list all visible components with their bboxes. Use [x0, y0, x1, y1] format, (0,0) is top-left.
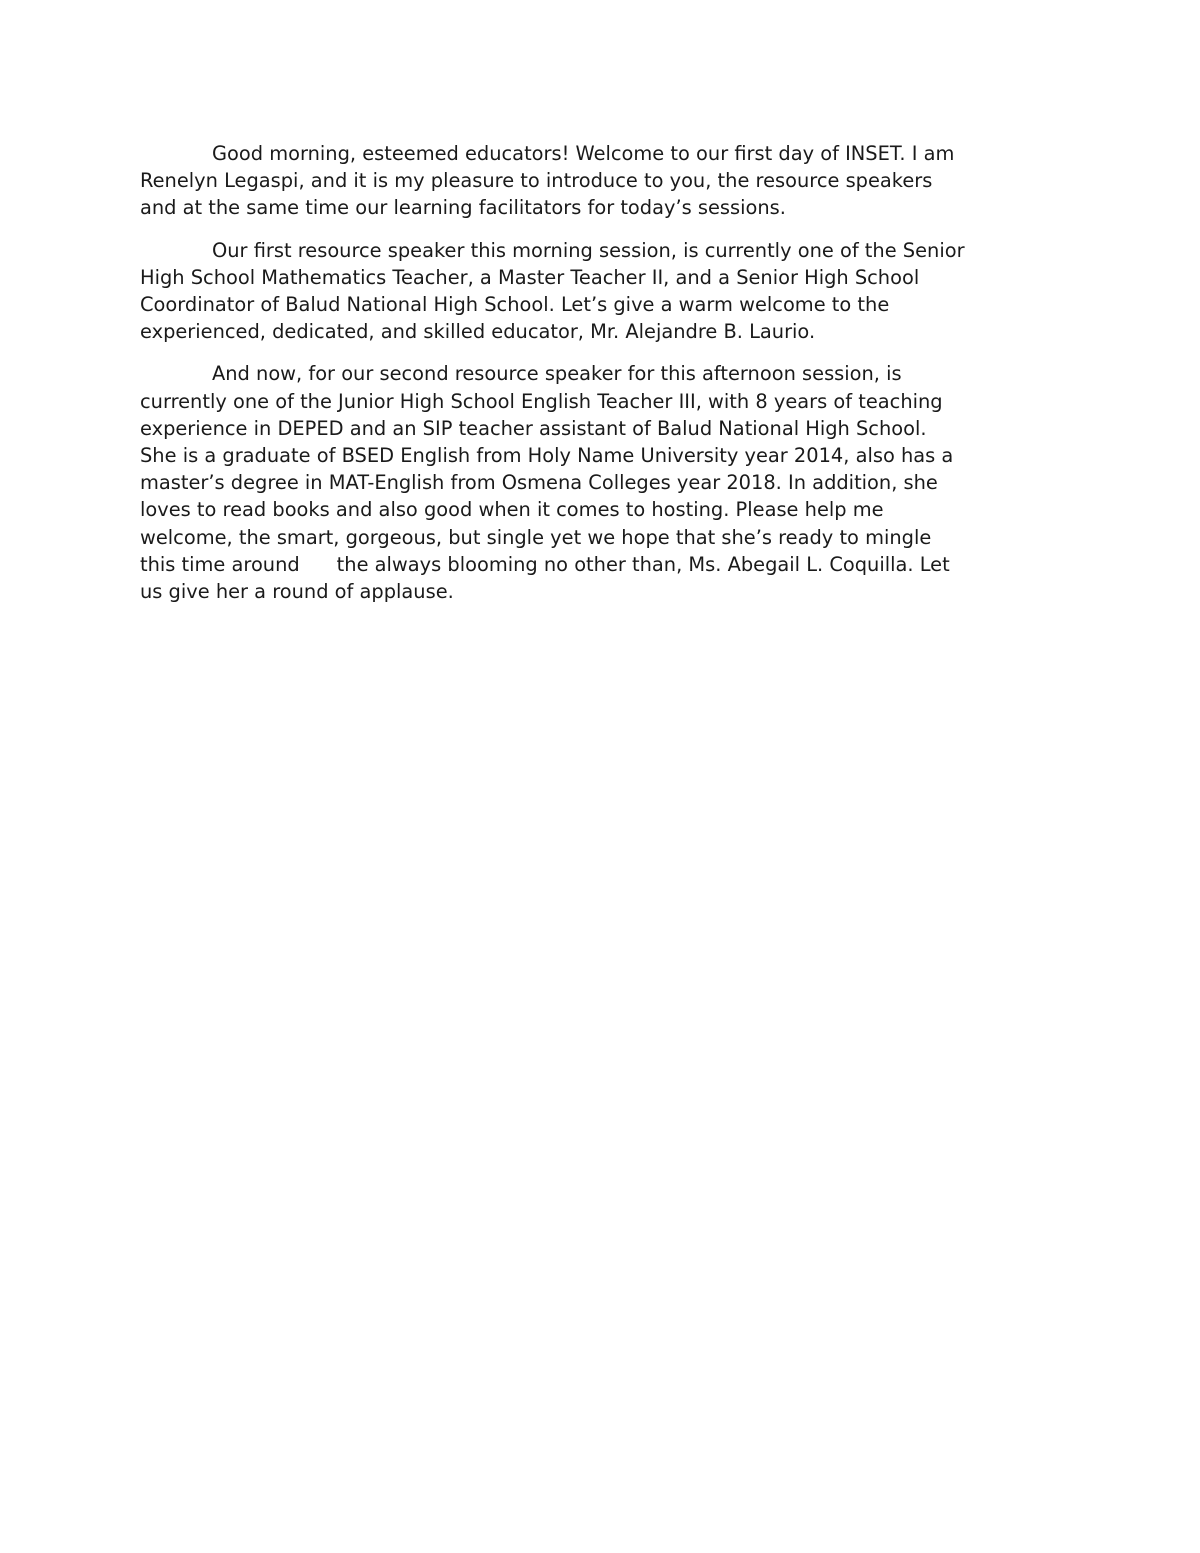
text-line: us give her a round of applause. — [140, 580, 454, 604]
text-line: She is a graduate of BSED English from Holy Name University year 2014, also has a — [140, 444, 954, 468]
text-line: and at the same time our learning facilitators for today’s sessions. — [140, 196, 786, 220]
text-line: this time around the always blooming no other than, Ms. Abegail L. Coquilla. Let — [140, 552, 950, 576]
text-line: High School Mathematics Teacher, a Master Teacher II, and a Senior High School — [140, 265, 920, 289]
text-line: Renelyn Legaspi, and it is my pleasure to introduce to you, the resource speakers — [140, 169, 933, 193]
paragraph-welcome — [140, 140, 1060, 222]
text-line: Good morning, esteemed educators! Welcome to our first day of INSET. I am — [212, 142, 955, 165]
paragraph-second-speaker — [140, 360, 1060, 605]
paragraph-first-speaker — [140, 237, 1060, 346]
document-body — [140, 140, 1060, 620]
text-line: And now, for our second resource speaker for this afternoon session, is — [212, 362, 902, 386]
text-line: Coordinator of Balud National High School. Let’s give a warm welcome to the — [140, 293, 890, 317]
text-line: master’s degree in MAT-English from Osmena Colleges year 2018. In addition, she — [140, 471, 938, 495]
text-line: Our first resource speaker this morning session, is currently one of the Senior — [212, 238, 965, 262]
text-line: experience in DEPED and an SIP teacher assistant of Balud National High School. — [140, 416, 927, 440]
text-line: experienced, dedicated, and skilled educator, Mr. Alejandre B. Laurio. — [140, 320, 816, 344]
text-line: currently one of the Junior High School English Teacher III, with 8 years of teaching — [140, 389, 943, 413]
text-line: welcome, the smart, gorgeous, but single yet we hope that she’s ready to mingle — [140, 525, 932, 549]
text-line: loves to read books and also good when it comes to hosting. Please help me — [140, 498, 884, 522]
